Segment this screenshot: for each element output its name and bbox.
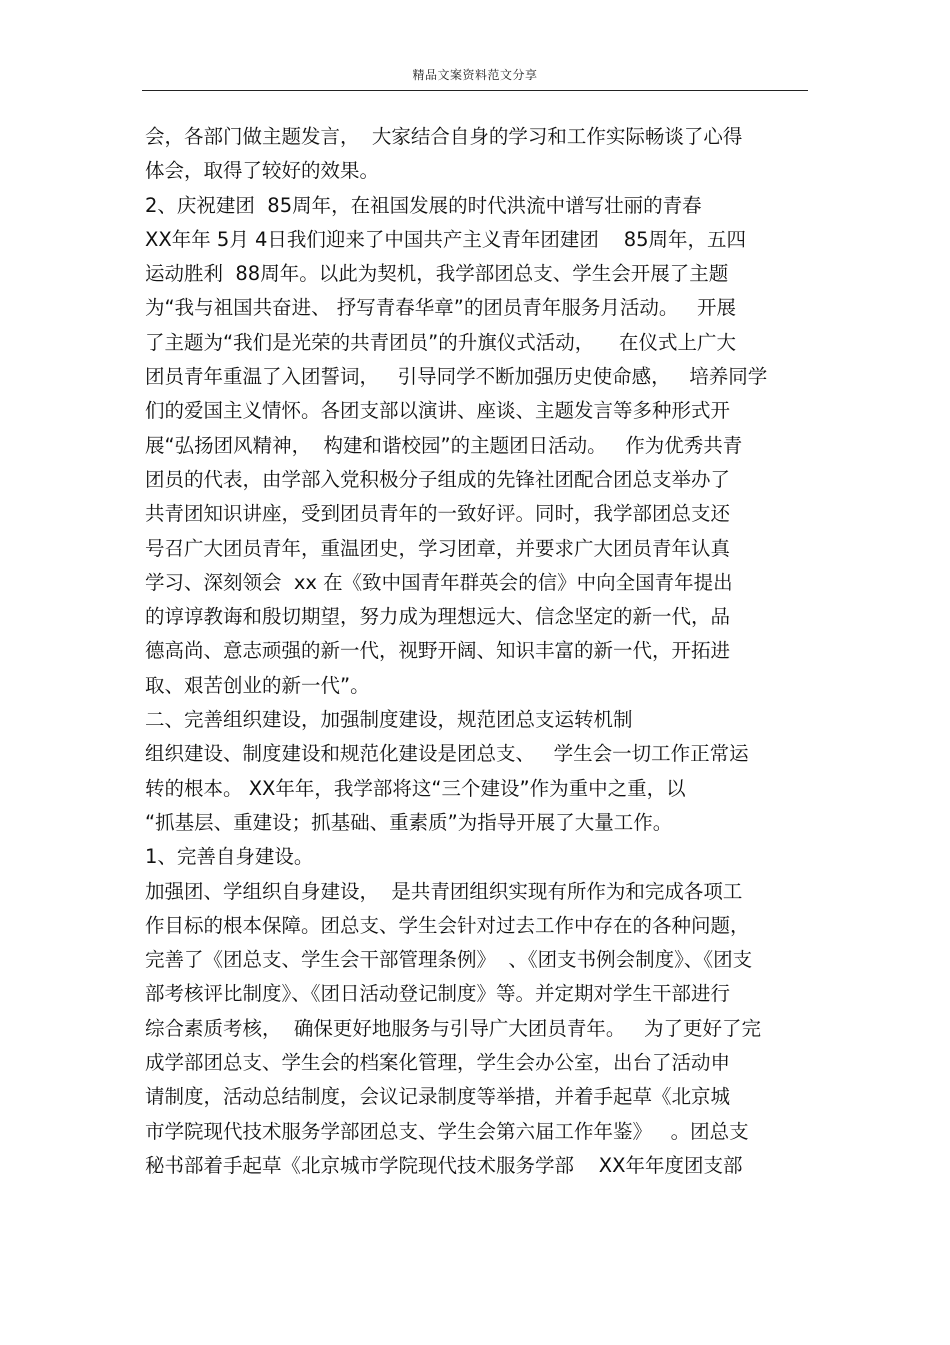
text-line: 取、艰苦创业的新一代”。: [145, 673, 370, 697]
text-line: 加强团、学组织自身建设， 是共青团组织实现有所作为和完成各项工: [145, 879, 743, 903]
text-line: 综合素质考核， 确保更好地服务与引导广大团员青年。 为了更好了完: [145, 1016, 761, 1040]
text-line: 运动胜利 88周年。以此为契机，我学部团总支、学生会开展了主题: [145, 262, 729, 286]
text-line: 号召广大团员青年，重温团史，学习团章，并要求广大团员青年认真: [145, 536, 731, 560]
text-line: 成学部团总支、学生会的档案化管理，学生会办公室，出台了活动申: [145, 1051, 731, 1075]
text-line: “抓基层、重建设；抓基础、重素质”为指导开展了大量工作。: [145, 810, 673, 834]
text-line: 二、完善组织建设，加强制度建设，规范团总支运转机制: [145, 708, 633, 732]
text-line: 2、庆祝建团 85周年，在祖国发展的时代洪流中谱写壮丽的青春: [145, 193, 702, 217]
text-line: 体会，取得了较好的效果。: [145, 159, 380, 183]
text-line: 作目标的根本保障。团总支、学生会针对过去工作中存在的各种问题，: [145, 913, 750, 937]
body-text: [145, 120, 810, 1183]
text-line: 团员青年重温了入团誓词， 引导同学不断加强历史使命感， 培养同学: [145, 365, 768, 389]
header-rule: [142, 90, 808, 91]
text-line: 完善了《团总支、学生会干部管理条例》 、《团支书例会制度》、《团支: [145, 948, 753, 972]
text-line: 秘书部着手起草《北京城市学院现代技术服务学部 XX年年度团支部: [145, 1153, 743, 1177]
text-line: 了主题为“我们是光荣的共青团员”的升旗仪式活动， 在仪式上广大: [145, 330, 736, 354]
page-header: 精品文案资料范文分享: [412, 68, 538, 82]
text-line: 请制度，活动总结制度，会议记录制度等举措，并着手起草《北京城: [145, 1085, 731, 1109]
text-line: 共青团知识讲座，受到团员青年的一致好评。同时，我学部团总支还: [145, 502, 731, 526]
text-line: 的谆谆教诲和殷切期望，努力成为理想远大、信念坚定的新一代，品: [145, 605, 731, 629]
text-line: 1、完善自身建设。: [145, 845, 314, 869]
text-line: 为“我与祖国共奋进、 抒写青春华章”的团员青年服务月活动。 开展: [145, 296, 736, 320]
text-line: 市学院现代技术服务学部团总支、学生会第六届工作年鉴》 。团总支: [145, 1119, 749, 1143]
text-line: 部考核评比制度》、《团日活动登记制度》等。并定期对学生干部进行: [145, 982, 731, 1006]
text-line: 会，各部门做主题发言， 大家结合自身的学习和工作实际畅谈了心得: [145, 125, 743, 148]
text-line: 团员的代表，由学部入党积极分子组成的先锋社团配合团总支举办了: [145, 467, 731, 491]
text-line: 转的根本。 XX年年，我学部将这“三个建设”作为重中之重，以: [145, 776, 686, 800]
text-line: 们的爱国主义情怀。各团支部以演讲、座谈、主题发言等多种形式开: [145, 399, 731, 423]
text-line: 展“弘扬团风精神， 构建和谐校园”的主题团日活动。 作为优秀共青: [145, 433, 743, 457]
text-line: 学习、深刻领会 xx 在《致中国青年群英会的信》中向全国青年提出: [145, 570, 733, 594]
text-line: XX年年 5月 4日我们迎来了中国共产主义青年团建团 85周年，五四: [145, 227, 747, 251]
text-line: 组织建设、制度建设和规范化建设是团总支、 学生会一切工作正常运: [145, 742, 749, 766]
text-line: 德高尚、意志顽强的新一代，视野开阔、知识丰富的新一代，开拓进: [145, 639, 731, 663]
